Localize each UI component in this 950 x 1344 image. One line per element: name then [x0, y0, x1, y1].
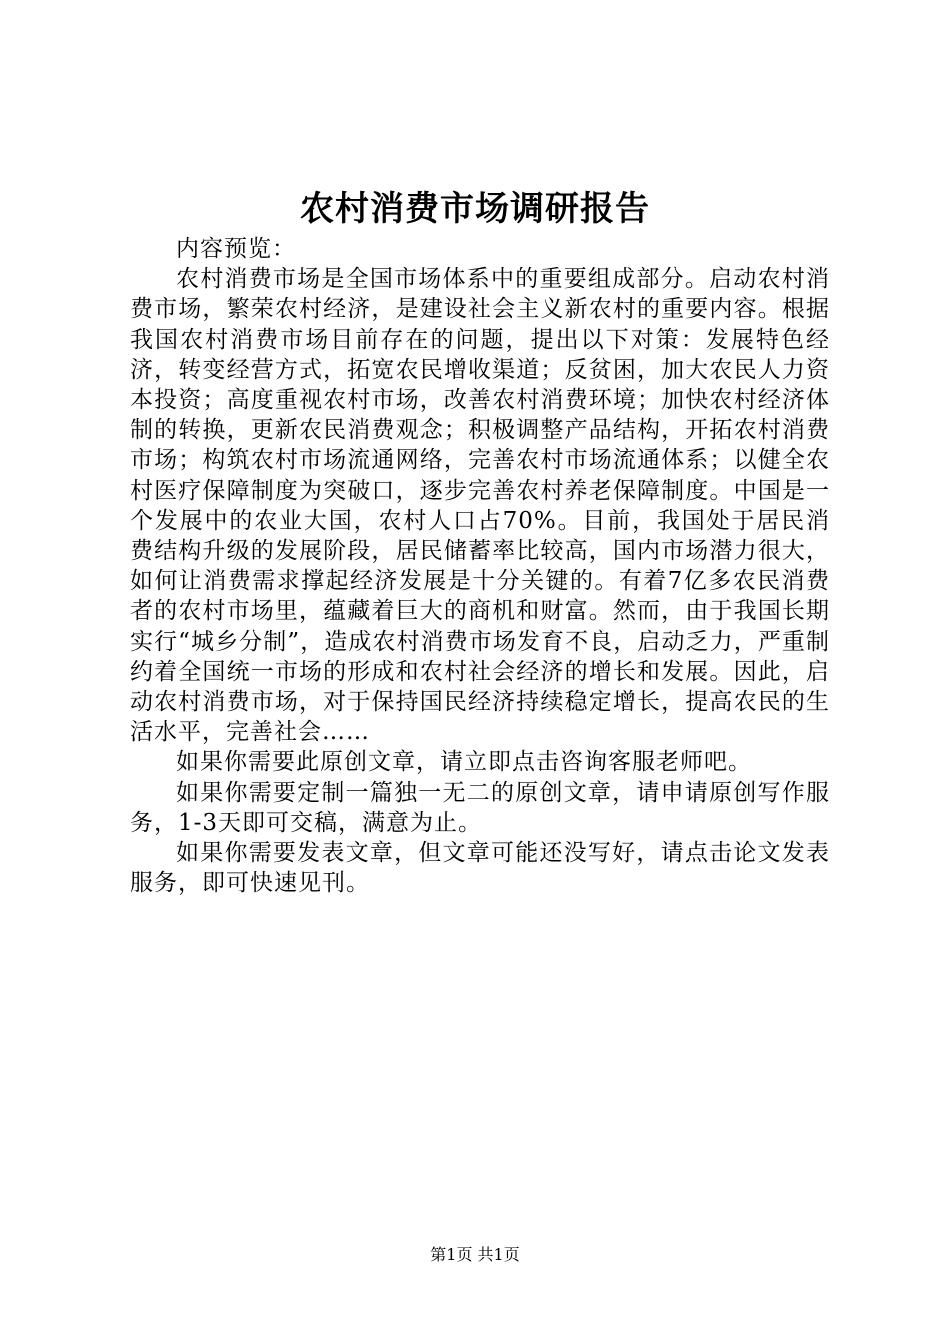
page-number-footer: 第1页 共1页 [430, 1245, 520, 1264]
body-paragraph-custom: 如果你需要定制一篇独一无二的原创文章，请申请原创写作服务，1-3天即可交稿，满意为止。 [130, 779, 830, 836]
body-paragraph-consult: 如果你需要此原创文章，请立即点击咨询客服老师吧。 [176, 749, 752, 776]
document-body [130, 234, 830, 898]
body-paragraph-main: 农村消费市场是全国市场体系中的重要组成部分。启动农村消费市场，繁荣农村经济，是建设社会主义新农村的重要内容。根据我国农村消费市场目前存在的问题，提出以下对策：发展特色经济，转变经营方式，拓宽农民增收渠道；反贫困，加大农民人力资本投资；高度重视农村市场，改善农村消费环境；加快农村经济体制的转换，更新农民消费观念；积极调整产品结构，开拓农村消费市场；构筑农村市场流通网络，完善农村市场流通体系；以健全农村医疗保障制度为突破口，逐步完善农村养老保障制度。中国是一个发展中的农业大国，农村人口占70%。目前，我国处于居民消费结构升级的发展阶段，居民储蓄率比较高，国内市场潜力很大，如何让消费需求撑起经济发展是十分关键的。有着7亿多农民消费者的农村市场里，蕴藏着巨大的商机和财富。然而，由于我国长期实行“城乡分制”，造成农村消费市场发育不良，启动乏力，严重制约着全国统一市场的形成和农村社会经济的增长和发展。因此，启动农村消费市场，对于保持国民经济持续稳定增长，提高农民的生活水平，完善社会…… [130, 266, 830, 746]
preview-label: 内容预览： [176, 236, 296, 262]
body-paragraph-publish: 如果你需要发表文章，但文章可能还没写好，请点击论文发表服务，即可快速见刊。 [130, 840, 830, 897]
document-title: 农村消费市场调研报告 [300, 189, 650, 229]
